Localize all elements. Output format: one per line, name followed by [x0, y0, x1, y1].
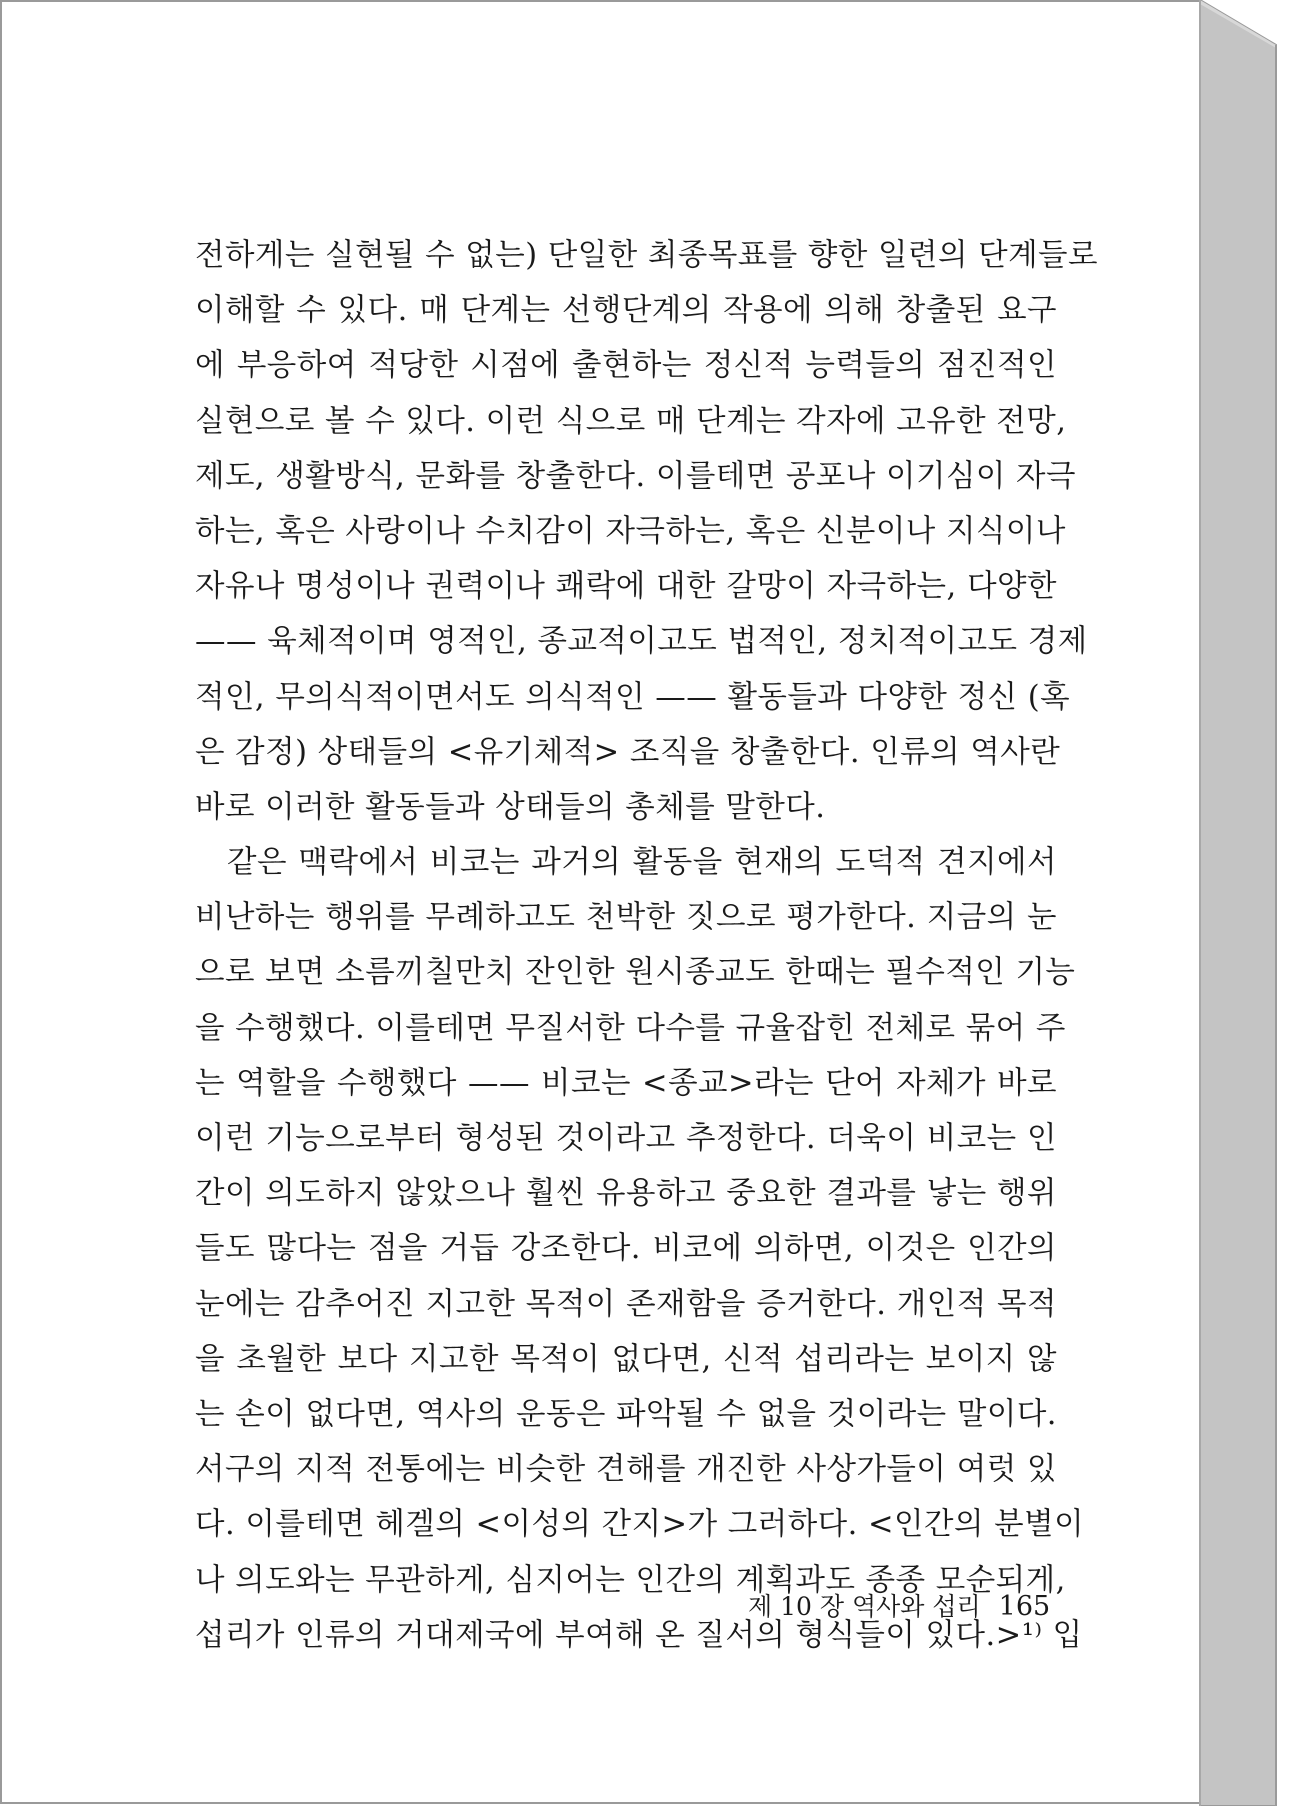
- text-line: 적인, 무의식적이면서도 의식적인 —— 활동들과 다양한 정신 (혹: [195, 679, 1071, 715]
- text-line: 실현으로 볼 수 있다. 이런 식으로 매 단계는 각자에 고유한 전망,: [195, 403, 1067, 439]
- text-line: 간이 의도하지 않았으나 훨씬 유용하고 중요한 결과를 낳는 행위: [195, 1176, 1057, 1212]
- text-line: 을 수행했다. 이를테면 무질서한 다수를 규율잡힌 전체로 묶어 주: [195, 1010, 1066, 1046]
- text-line: 하는, 혹은 사랑이나 수치감이 자극하는, 혹은 신분이나 지식이나: [195, 513, 1066, 549]
- text-line: 는 역할을 수행했다 —— 비코는 <종교>라는 단어 자체가 바로: [195, 1065, 1057, 1101]
- text-line: 에 부응하여 적당한 시점에 출현하는 정신적 능력들의 점진적인: [195, 348, 1057, 384]
- text-line: 이해할 수 있다. 매 단계는 선행단계의 작용에 의해 창출된 요구: [195, 293, 1057, 329]
- text-line: 은 감정) 상태들의 <유기체적> 조직을 창출한다. 인류의 역사란: [195, 734, 1061, 770]
- text-line: 바로 이러한 활동들과 상태들의 총체를 말한다.: [195, 789, 826, 825]
- text-line: 는 손이 없다면, 역사의 운동은 파악될 수 없을 것이라는 말이다.: [195, 1396, 1057, 1432]
- text-line: 다. 이를테면 헤겔의 <이성의 간지>가 그러하다. <인간의 분별이: [195, 1507, 1085, 1543]
- text-line: 눈에는 감추어진 지고한 목적이 존재함을 증거한다. 개인적 목적: [195, 1286, 1057, 1322]
- running-footer-chapter: 제 10 장 역사와 섭리: [748, 1592, 981, 1621]
- text-line: 섭리가 인류의 거대제국에 부여해 온 질서의 형식들이 있다.>¹⁾ 입: [195, 1617, 1083, 1653]
- text-line: 나 의도와는 무관하게, 심지어는 인간의 계획과도 종종 모순되게,: [195, 1562, 1066, 1598]
- text-line: 을 초월한 보다 지고한 목적이 없다면, 신적 섭리라는 보이지 않: [195, 1341, 1057, 1377]
- text-line: —— 육체적이며 영적인, 종교적이고도 법적인, 정치적이고도 경제: [195, 624, 1088, 660]
- text-line: 자유나 명성이나 권력이나 쾌락에 대한 갈망이 자극하는, 다양한: [195, 569, 1057, 605]
- page-number: 165: [998, 1591, 1051, 1622]
- text-line: 같은 맥락에서 비코는 과거의 활동을 현재의 도덕적 견지에서: [227, 845, 1057, 881]
- page-footer: [748, 1587, 1051, 1623]
- text-line: 이런 기능으로부터 형성된 것이라고 추정한다. 더욱이 비코는 인: [195, 1121, 1057, 1156]
- text-line: 들도 많다는 점을 거듭 강조한다. 비코에 의하면, 이것은 인간의: [195, 1231, 1057, 1267]
- text-line: 비난하는 행위를 무례하고도 천박한 짓으로 평가한다. 지금의 눈: [195, 900, 1057, 936]
- text-line: 제도, 생활방식, 문화를 창출한다. 이를테면 공포나 이기심이 자극: [195, 458, 1076, 494]
- text-line: 으로 보면 소름끼칠만치 잔인한 원시종교도 한때는 필수적인 기능: [195, 955, 1076, 991]
- text-line: 서구의 지적 전통에는 비슷한 견해를 개진한 사상가들이 여럿 있: [195, 1452, 1057, 1488]
- body-text: [195, 228, 1098, 1663]
- text-line: 전하게는 실현될 수 없는) 단일한 최종목표를 향한 일련의 단계들로: [195, 238, 1098, 273]
